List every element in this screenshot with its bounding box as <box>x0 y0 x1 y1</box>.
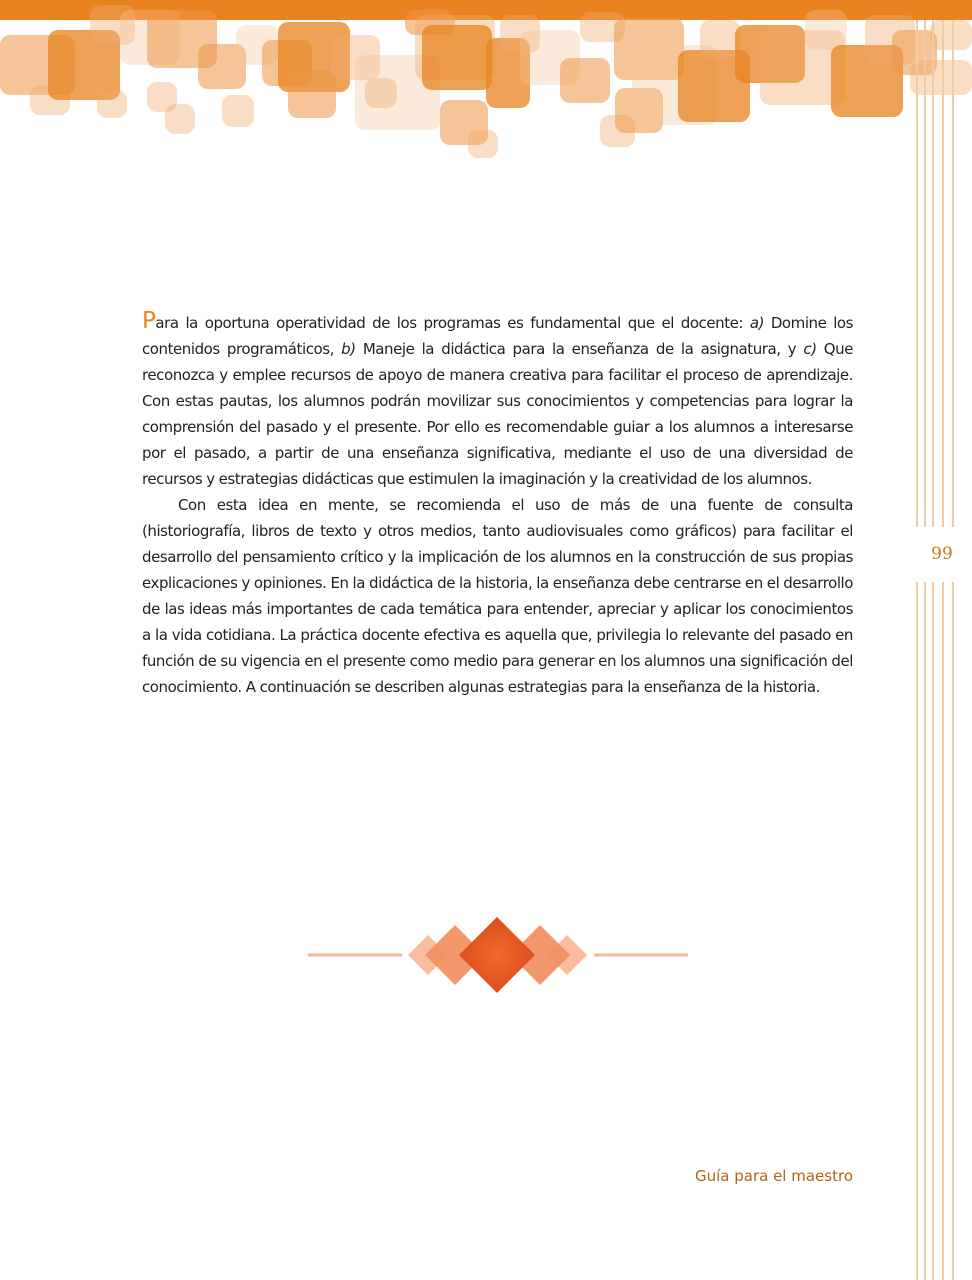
body-text <box>142 308 853 700</box>
decorative-diamond-ornament <box>305 915 690 995</box>
paragraph-1 <box>142 308 853 492</box>
paragraph-1-part-d: Que reconozca y emplee recursos de apoyo de manera creativa para facilitar el proceso de aprendizaje. Con estas pautas, los alumnos podrán movilizar sus conocimientos y competencias para lograr la comprensión del pasado y el presente. Por ello es recomendable guiar a los alumnos a interesarse por el pasado, a partir de una enseñanza significativa, mediante el uso de una diversidad de recursos y estrategias didácticas que estimulen la imaginación y la creatividad de los alumnos. <box>142 340 853 488</box>
paragraph-1-part-a: ara la oportuna operatividad de los programas es fundamental que el docente: <box>155 314 750 332</box>
decorative-vertical-lines <box>912 20 972 1280</box>
marker-b: b) <box>341 340 356 358</box>
drop-cap: P <box>142 308 156 334</box>
paragraph-1-part-b: Domine los contenidos programáticos, <box>142 314 854 358</box>
footer-title: Guía para el maestro <box>694 1167 853 1185</box>
paragraph-1-part-c: Maneje la didáctica para la enseñanza de la asignatura, y <box>355 340 804 358</box>
decorative-squares-pattern <box>0 0 972 170</box>
marker-a: a) <box>749 314 764 332</box>
marker-c: c) <box>803 340 817 358</box>
page-number: 99 <box>912 527 972 582</box>
paragraph-2: Con esta idea en mente, se recomienda el uso de más de una fuente de consulta (historiografía, libros de texto y otros medios, tanto audiovisuales como gráficos) para facilitar el desarrollo del pensamiento crítico y la implicación de los alumnos en la construcción de sus propias explicaciones y opiniones. En la didáctica de la historia, la enseñanza debe centrarse en el desarrollo de las ideas más importantes de cada temática para entender, apreciar y aplicar los conocimientos a la vida cotidiana. La práctica docente efectiva es aquella que, privilegia lo relevante del pasado en función de su vigencia en el presente como medio para generar en los alumnos una significación del conocimiento. A continuación se describen algunas estrategias para la enseñanza de la historia. <box>142 496 853 696</box>
